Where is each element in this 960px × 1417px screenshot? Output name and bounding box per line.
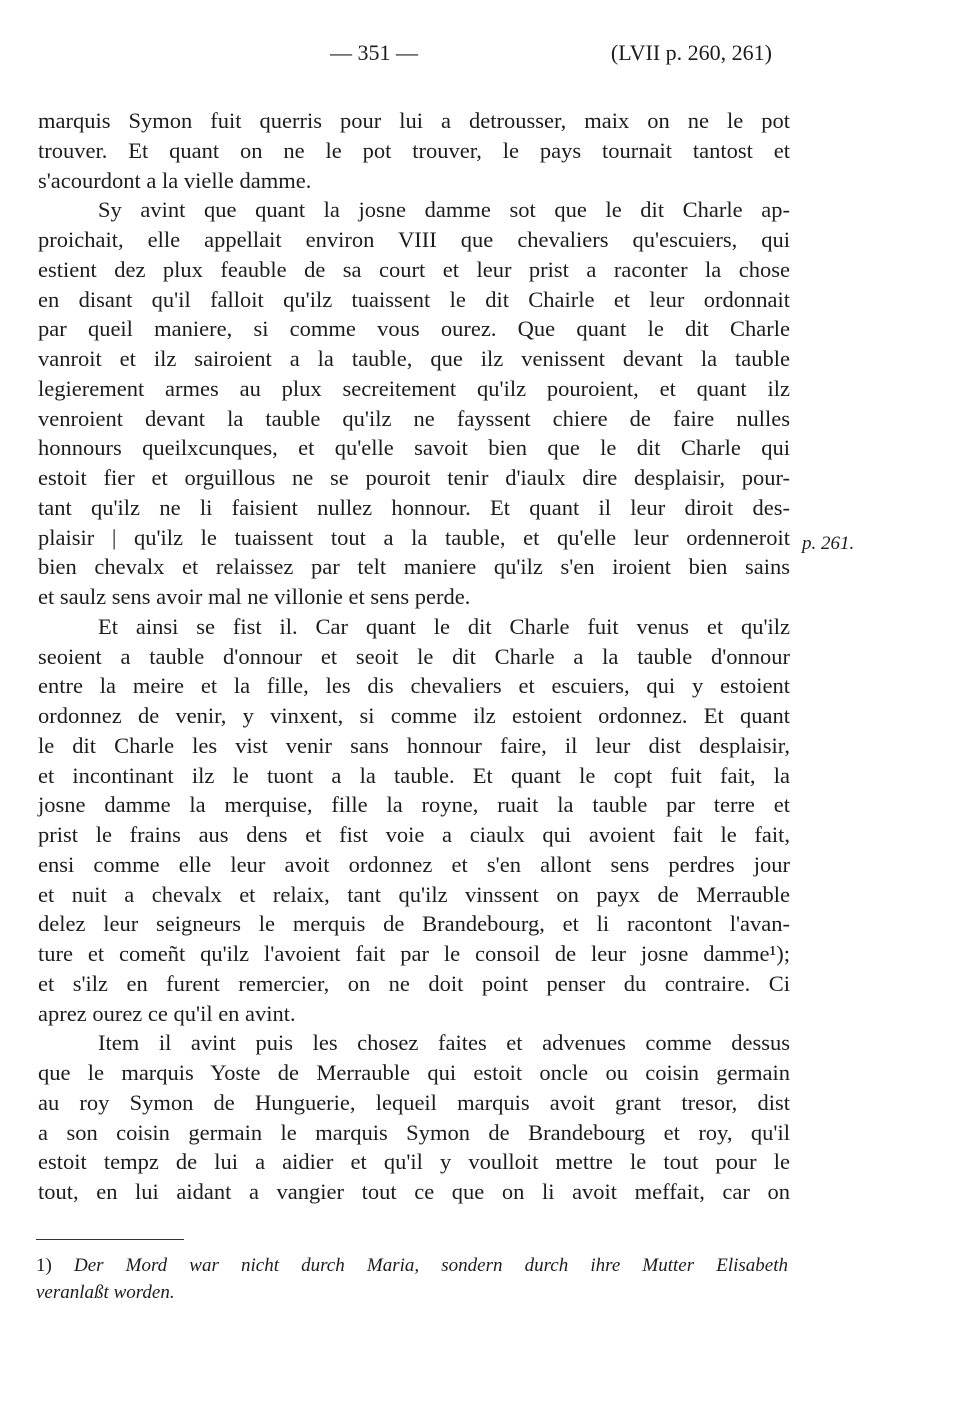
text-line: le dit Charle les vist venir sans honnour faire, il leur dist desplaisir, <box>38 732 790 758</box>
text-line: ensi comme elle leur avoit ordonnez et s'en allont sens perdres jour <box>38 851 790 877</box>
text-line: legierement armes au plux secreitement qu'ilz pouroient, et quant ilz <box>38 375 790 401</box>
text-line: Item il avint puis les chosez faites et advenues comme dessus <box>98 1030 790 1056</box>
text-line: seoient a tauble d'onnour et seoit le dit Charle a la tauble d'onnour <box>38 643 790 669</box>
footnote-text-1: Der Mord war nicht durch Maria, sondern durch ihre Mutter Elisabeth <box>73 1255 788 1276</box>
text-line: josne damme la merquise, fille la royne, ruait la tauble par terre et <box>38 792 790 818</box>
text-line: ture et comeñt qu'ilz l'avoient fait par le consoil de leur josne damme¹); <box>38 941 790 966</box>
text-line: plaisir | qu'ilz le tuaissent tout a la tauble, et qu'elle leur ordenneroit <box>38 524 790 550</box>
text-line: vanroit et ilz sairoient a la tauble, que ilz venissent devant la tauble <box>38 346 790 371</box>
text-line: estoit tempz de lui a aidier et qu'il y voulloit mettre le tout pour le <box>38 1149 790 1175</box>
text-line: et s'ilz en furent remercier, on ne doit point penser du contraire. Ci <box>38 970 790 996</box>
text-line: entre la meire et la fille, les dis chevaliers et escuiers, qui y estoient <box>38 673 790 699</box>
text-line: delez leur seigneurs le merquis de Brandebourg, et li racontont l'avan- <box>38 911 790 937</box>
text-line: aprez ourez ce qu'il en avint. <box>38 1000 296 1026</box>
text-line: estient dez plux feauble de sa court et leur prist a raconter la chose <box>38 256 790 282</box>
text-line: s'acourdont a la vielle damme. <box>38 167 312 193</box>
text-line: estoit fier et orguillous ne se pouroit tenir d'iaulx dire desplaisir, pour- <box>38 465 790 490</box>
footnote-text-2: veranlaßt worden. <box>36 1282 175 1303</box>
text-line: tout, en lui aidant a vangier tout ce que on li avoit meffait, car on <box>38 1179 790 1204</box>
source-reference: (LVII p. 260, 261) <box>610 40 772 65</box>
text-line: trouver. Et quant on ne le pot trouver, le pays tournait tantost et <box>38 137 790 163</box>
text-line: ordonnez de venir, y vinxent, si comme ilz estoient ordonnez. Et quant <box>38 703 790 728</box>
text-line: honnours queilxcunques, et qu'elle savoit bien que le dit Charle qui <box>38 435 790 461</box>
text-line: a son coisin germain le marquis Symon de Brandebourg et roy, qu'il <box>38 1119 790 1145</box>
text-line: au roy Symon de Hunguerie, lequeil marquis avoit grant tresor, dist <box>38 1089 790 1115</box>
text-line: et nuit a chevalx et relaix, tant qu'ilz vinssent on payx de Merrauble <box>38 881 790 907</box>
footnote <box>36 1252 788 1306</box>
footnote-line <box>36 1279 788 1306</box>
text-line: proichait, elle appellait environ VIII que chevaliers qu'escuiers, qui <box>38 227 790 252</box>
text-line: par queil maniere, si comme vous ourez. Que quant le dit Charle <box>38 316 790 342</box>
body-text <box>38 106 790 1207</box>
text-line: que le marquis Yoste de Merrauble qui estoit oncle ou coisin germain <box>38 1060 790 1085</box>
text-line: tant qu'ilz ne li faisient nullez honnour. Et quant il leur diroit des- <box>38 494 790 520</box>
text-line: prist le frains aus dens et fist voie a ciaulx qui avoient fait le fait, <box>38 822 790 847</box>
margin-page-reference: p. 261. <box>802 533 855 554</box>
footnote-mark: 1) <box>36 1255 52 1276</box>
text-line: venroient devant la tauble qu'ilz ne fayssent chiere de faire nulles <box>38 405 790 431</box>
text-line: Et ainsi se fist il. Car quant le dit Charle fuit venus et qu'ilz <box>98 613 790 639</box>
text-line: et saulz sens avoir mal ne villonie et sens perde. <box>38 584 471 609</box>
footnote-divider <box>36 1239 184 1240</box>
page-number: — 351 — <box>330 40 418 65</box>
footnote-line <box>36 1252 788 1279</box>
text-line: marquis Symon fuit querris pour lui a detrousser, maix on ne le pot <box>38 108 790 133</box>
text-line: Sy avint que quant la josne damme sot que le dit Charle ap- <box>98 197 790 223</box>
text-line: et incontinant ilz le tuont a la tauble. Et quant le copt fuit fait, la <box>38 762 790 788</box>
text-line: bien chevalx et relaissez par telt maniere qu'ilz s'en iroient bien sains <box>38 554 790 580</box>
text-line: en disant qu'il falloit qu'ilz tuaissent le dit Chairle et leur ordonnait <box>38 286 790 312</box>
running-header <box>0 40 960 76</box>
